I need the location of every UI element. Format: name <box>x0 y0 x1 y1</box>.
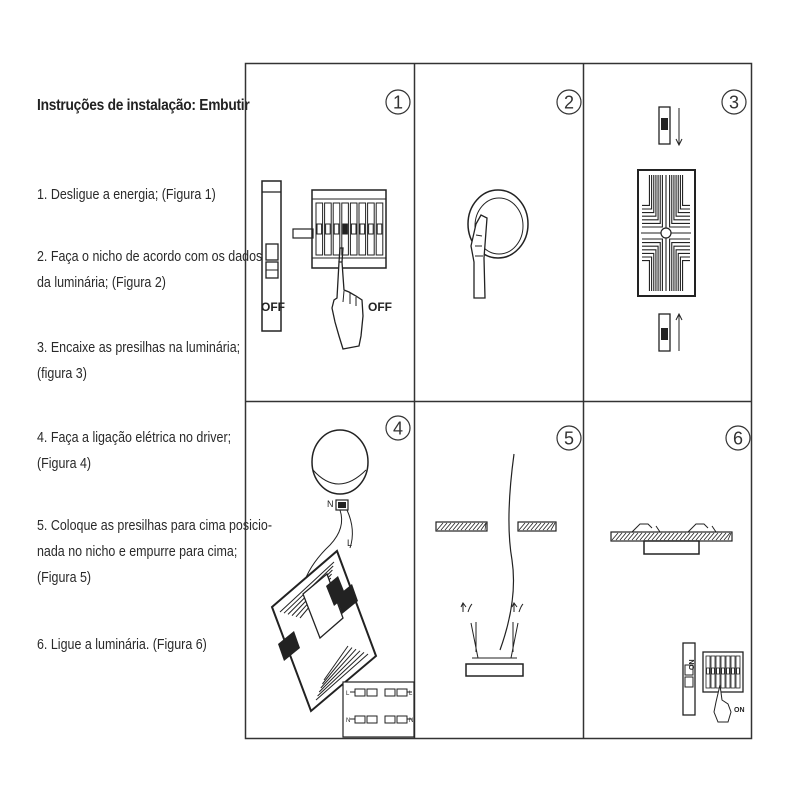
figure-1-panel <box>261 90 410 349</box>
power-cable <box>500 454 514 650</box>
instructions-title: Instruções de instalação: Embutir <box>37 97 250 114</box>
figure-3-panel <box>638 90 746 351</box>
driver-unit-icon <box>312 430 368 510</box>
step-4-line-2: (Figura 4) <box>37 456 92 472</box>
hand-on-icon <box>714 685 731 722</box>
hand-icon <box>332 248 363 349</box>
figure-1-number: 1 <box>392 92 404 113</box>
wire-l-label: L <box>347 538 353 548</box>
legend-l-2: L <box>409 691 413 697</box>
step-4-line-1: 4. Faça a ligação elétrica no driver; <box>37 430 232 446</box>
breaker-panel-on-icon <box>703 652 743 692</box>
switch-off-label-b: OFF <box>368 300 392 314</box>
clips-up-arrows-icon <box>461 603 523 612</box>
step-5-line-1: 5. Coloque as presilhas para cima posicio- <box>37 518 272 534</box>
step-2-line-2: da luminária; (Figura 2) <box>37 275 166 291</box>
figure-3-number: 3 <box>728 92 740 113</box>
ceiling-section-left <box>436 522 487 531</box>
switch-off-label-a: OFF <box>261 300 285 314</box>
step-6-line-1: 6. Ligue a luminária. (Figura 6) <box>37 637 207 653</box>
ceiling-section-right <box>518 522 556 531</box>
spring-clip-top-icon <box>659 107 682 145</box>
figure-5-number: 5 <box>563 428 575 449</box>
figure-2-number: 2 <box>563 92 575 113</box>
spring-clip-bottom-icon <box>659 314 682 351</box>
figure-4-panel <box>272 416 414 737</box>
step-5-line-2: nada no nicho e empurre para cima; <box>37 544 238 560</box>
figure-6-number: 6 <box>732 428 744 449</box>
step-3-line-1: 3. Encaixe as presilhas na luminária; <box>37 340 241 356</box>
legend-n-2: N <box>409 718 414 724</box>
ceiling-section-installed <box>611 524 732 554</box>
switch-on-label-b: ON <box>734 707 745 714</box>
lamp-with-clips-icon <box>466 622 523 676</box>
figure-4-number: 4 <box>392 418 404 439</box>
led-panel-back-icon <box>638 170 695 296</box>
figure-2-panel <box>468 90 581 298</box>
wiring-legend-box <box>343 682 414 737</box>
switch-on-label-a: ON <box>689 659 696 670</box>
step-5-line-3: (Figura 5) <box>37 570 92 586</box>
figure-6-panel <box>611 426 750 722</box>
wire-n-label: N <box>327 499 334 509</box>
wall-switch-on-icon <box>683 643 695 715</box>
legend-l-1: L <box>346 691 350 697</box>
step-2-line-1: 2. Faça o nicho de acordo com os dados <box>37 249 263 265</box>
step-1-line-1: 1. Desligue a energia; (Figura 1) <box>37 187 216 203</box>
step-3-line-2: (figura 3) <box>37 366 87 382</box>
figure-5-panel <box>436 426 581 676</box>
legend-n-1: N <box>346 718 351 724</box>
